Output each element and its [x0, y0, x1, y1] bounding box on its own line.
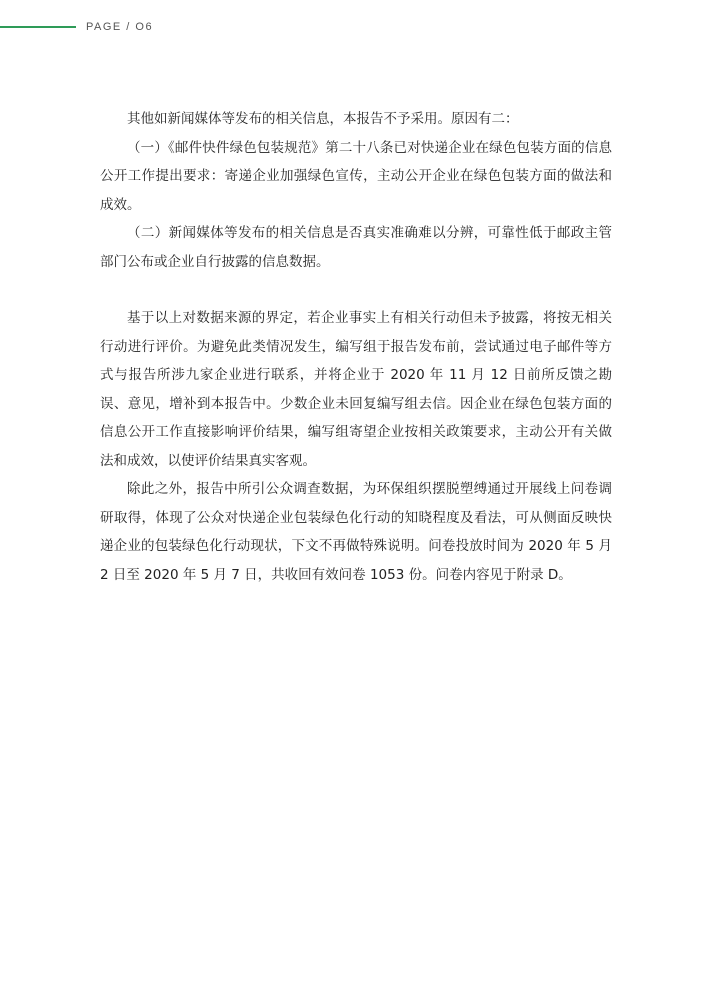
- paragraph-survey-data: 除此之外，报告中所引公众调查数据，为环保组织摆脱塑缚通过开展线上问卷调研取得，体现了公众对快递企业包装绿色化行动的知晓程度及看法，可从侧面反映快递企业的包装绿色化行动现状，下文不再做特殊说明。问卷投放时间为 2020 年 5 月 2 日至 2020 年 5 月 7 日，共收回有效问卷 1053 份。问卷内容见于附录 D。: [100, 481, 612, 583]
- paragraph-spacer: [100, 276, 612, 304]
- page-number-label: PAGE / O6: [86, 21, 154, 33]
- paragraph-data-scope: 基于以上对数据来源的界定，若企业事实上有相关行动但未予披露，将按无相关行动进行评价。为避免此类情况发生，编写组于报告发布前，尝试通过电子邮件等方式与报告所涉九家企业进行联系，并将企业于 2020 年 11 月 12 日前所反馈之勘误、意见，增补到本报告中。少数企业未回复编写组去信。因企业在绿色包装方面的信息公开工作直接影响评价结果，编写组寄望企业按相关政策要求，主动公开有关做法和成效，以使评价结果真实客观。: [100, 310, 612, 469]
- paragraph-reason-two: （二）新闻媒体等发布的相关信息是否真实准确难以分辨，可靠性低于邮政主管部门公布或企业自行披露的信息数据。: [100, 225, 612, 270]
- document-body: [100, 105, 612, 589]
- header-accent-rule: [0, 26, 76, 28]
- paragraph-reason-one: （一）《邮件快件绿色包装规范》第二十八条已对快递企业在绿色包装方面的信息公开工作提出要求：寄递企业加强绿色宣传，主动公开企业在绿色包装方面的做法和成效。: [100, 139, 612, 213]
- paragraph-intro: 其他如新闻媒体等发布的相关信息，本报告不予采用。原因有二：: [127, 111, 519, 127]
